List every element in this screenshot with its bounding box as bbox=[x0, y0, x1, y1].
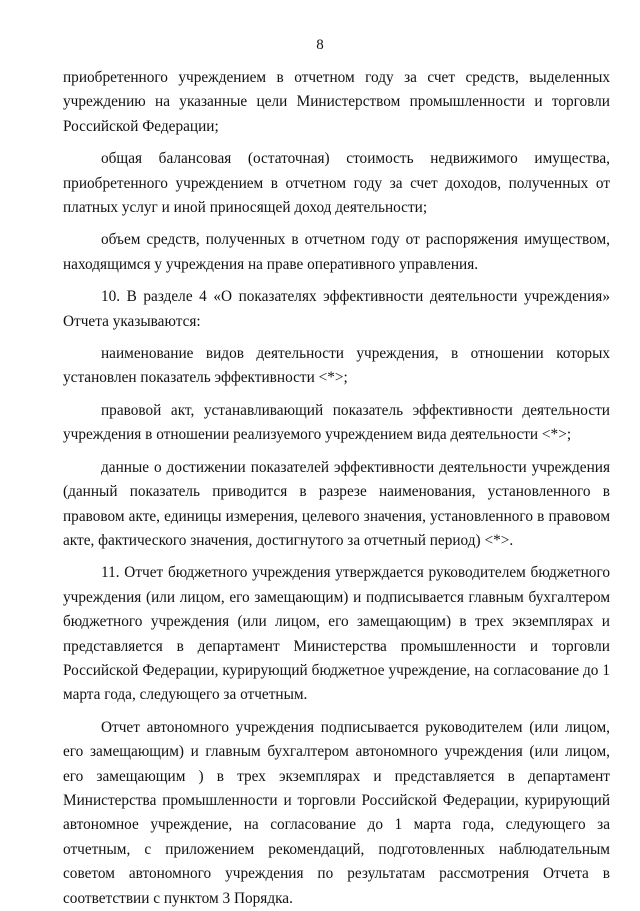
page-number: 8 bbox=[316, 37, 324, 53]
paragraph-funds-volume: объем средств, полученных в отчетном году от распоряжения имуществом, находящимся у учреждения на праве оперативного управления. bbox=[63, 231, 610, 273]
document-body bbox=[63, 66, 610, 911]
paragraph-legal-act: правовой акт, устанавливающий показатель эффективности деятельности учреждения в отношении реализуемого учреждением вида деятельности <*>; bbox=[63, 401, 610, 444]
paragraph-book-value: общая балансовая (остаточная) стоимость недвижимого имущества, приобретенного учреждением в отчетном году за счет доходов, полученных от платных услуг и иной приносящей доход деятельности; bbox=[63, 150, 610, 217]
paragraph-activity-names: наименование видов деятельности учреждения, в отношении которых установлен показатель эффективности <*>; bbox=[63, 345, 610, 387]
paragraph-continuation: приобретенного учреждением в отчетном году за счет средств, выделенных учреждению на указанные цели Министерством промышленности и торговли Российской Федерации; bbox=[63, 69, 610, 135]
paragraph-section-11: 11. Отчет бюджетного учреждения утверждается руководителем бюджетного учреждения (или лицом, его замещающим) и подписывается главным бухгалтером бюджетного учреждения (или лицом, его замещающим) в трех экземплярах и представляется в департамент Министерства промышленности и торговли Российской Федерации, курирующий бюджетное учреждение, на согласование до 1 марта года, следующего за отчетным. bbox=[63, 564, 610, 704]
paragraph-autonomous-report: Отчет автономного учреждения подписывается руководителем (или лицом, его замещающим) и главным бухгалтером автономного учреждения (или лицом, его замещающим ) в трех экземплярах и представляется в департамент Министерства промышленности и торговли Российской Федерации, курирующий автономное учреждение, на согласование до 1 марта года, следующего за отчетным, с приложением рекомендаций, подготовленных наблюдательным советом автономного учреждения по результатам рассмотрения Отчета в соответствии с пунктом 3 Порядка. bbox=[63, 718, 610, 907]
paragraph-section-10: 10. В разделе 4 «О показателях эффективности деятельности учреждения» Отчета указываются: bbox=[63, 288, 610, 330]
paragraph-performance-data: данные о достижении показателей эффективности деятельности учреждения (данный показатель приводится в разрезе наименования, установленного в правовом акте, единицы измерения, целевого значения, установленного в правовом акте, фактического значения, достигнутого за отчетный период) <*>. bbox=[63, 458, 610, 549]
